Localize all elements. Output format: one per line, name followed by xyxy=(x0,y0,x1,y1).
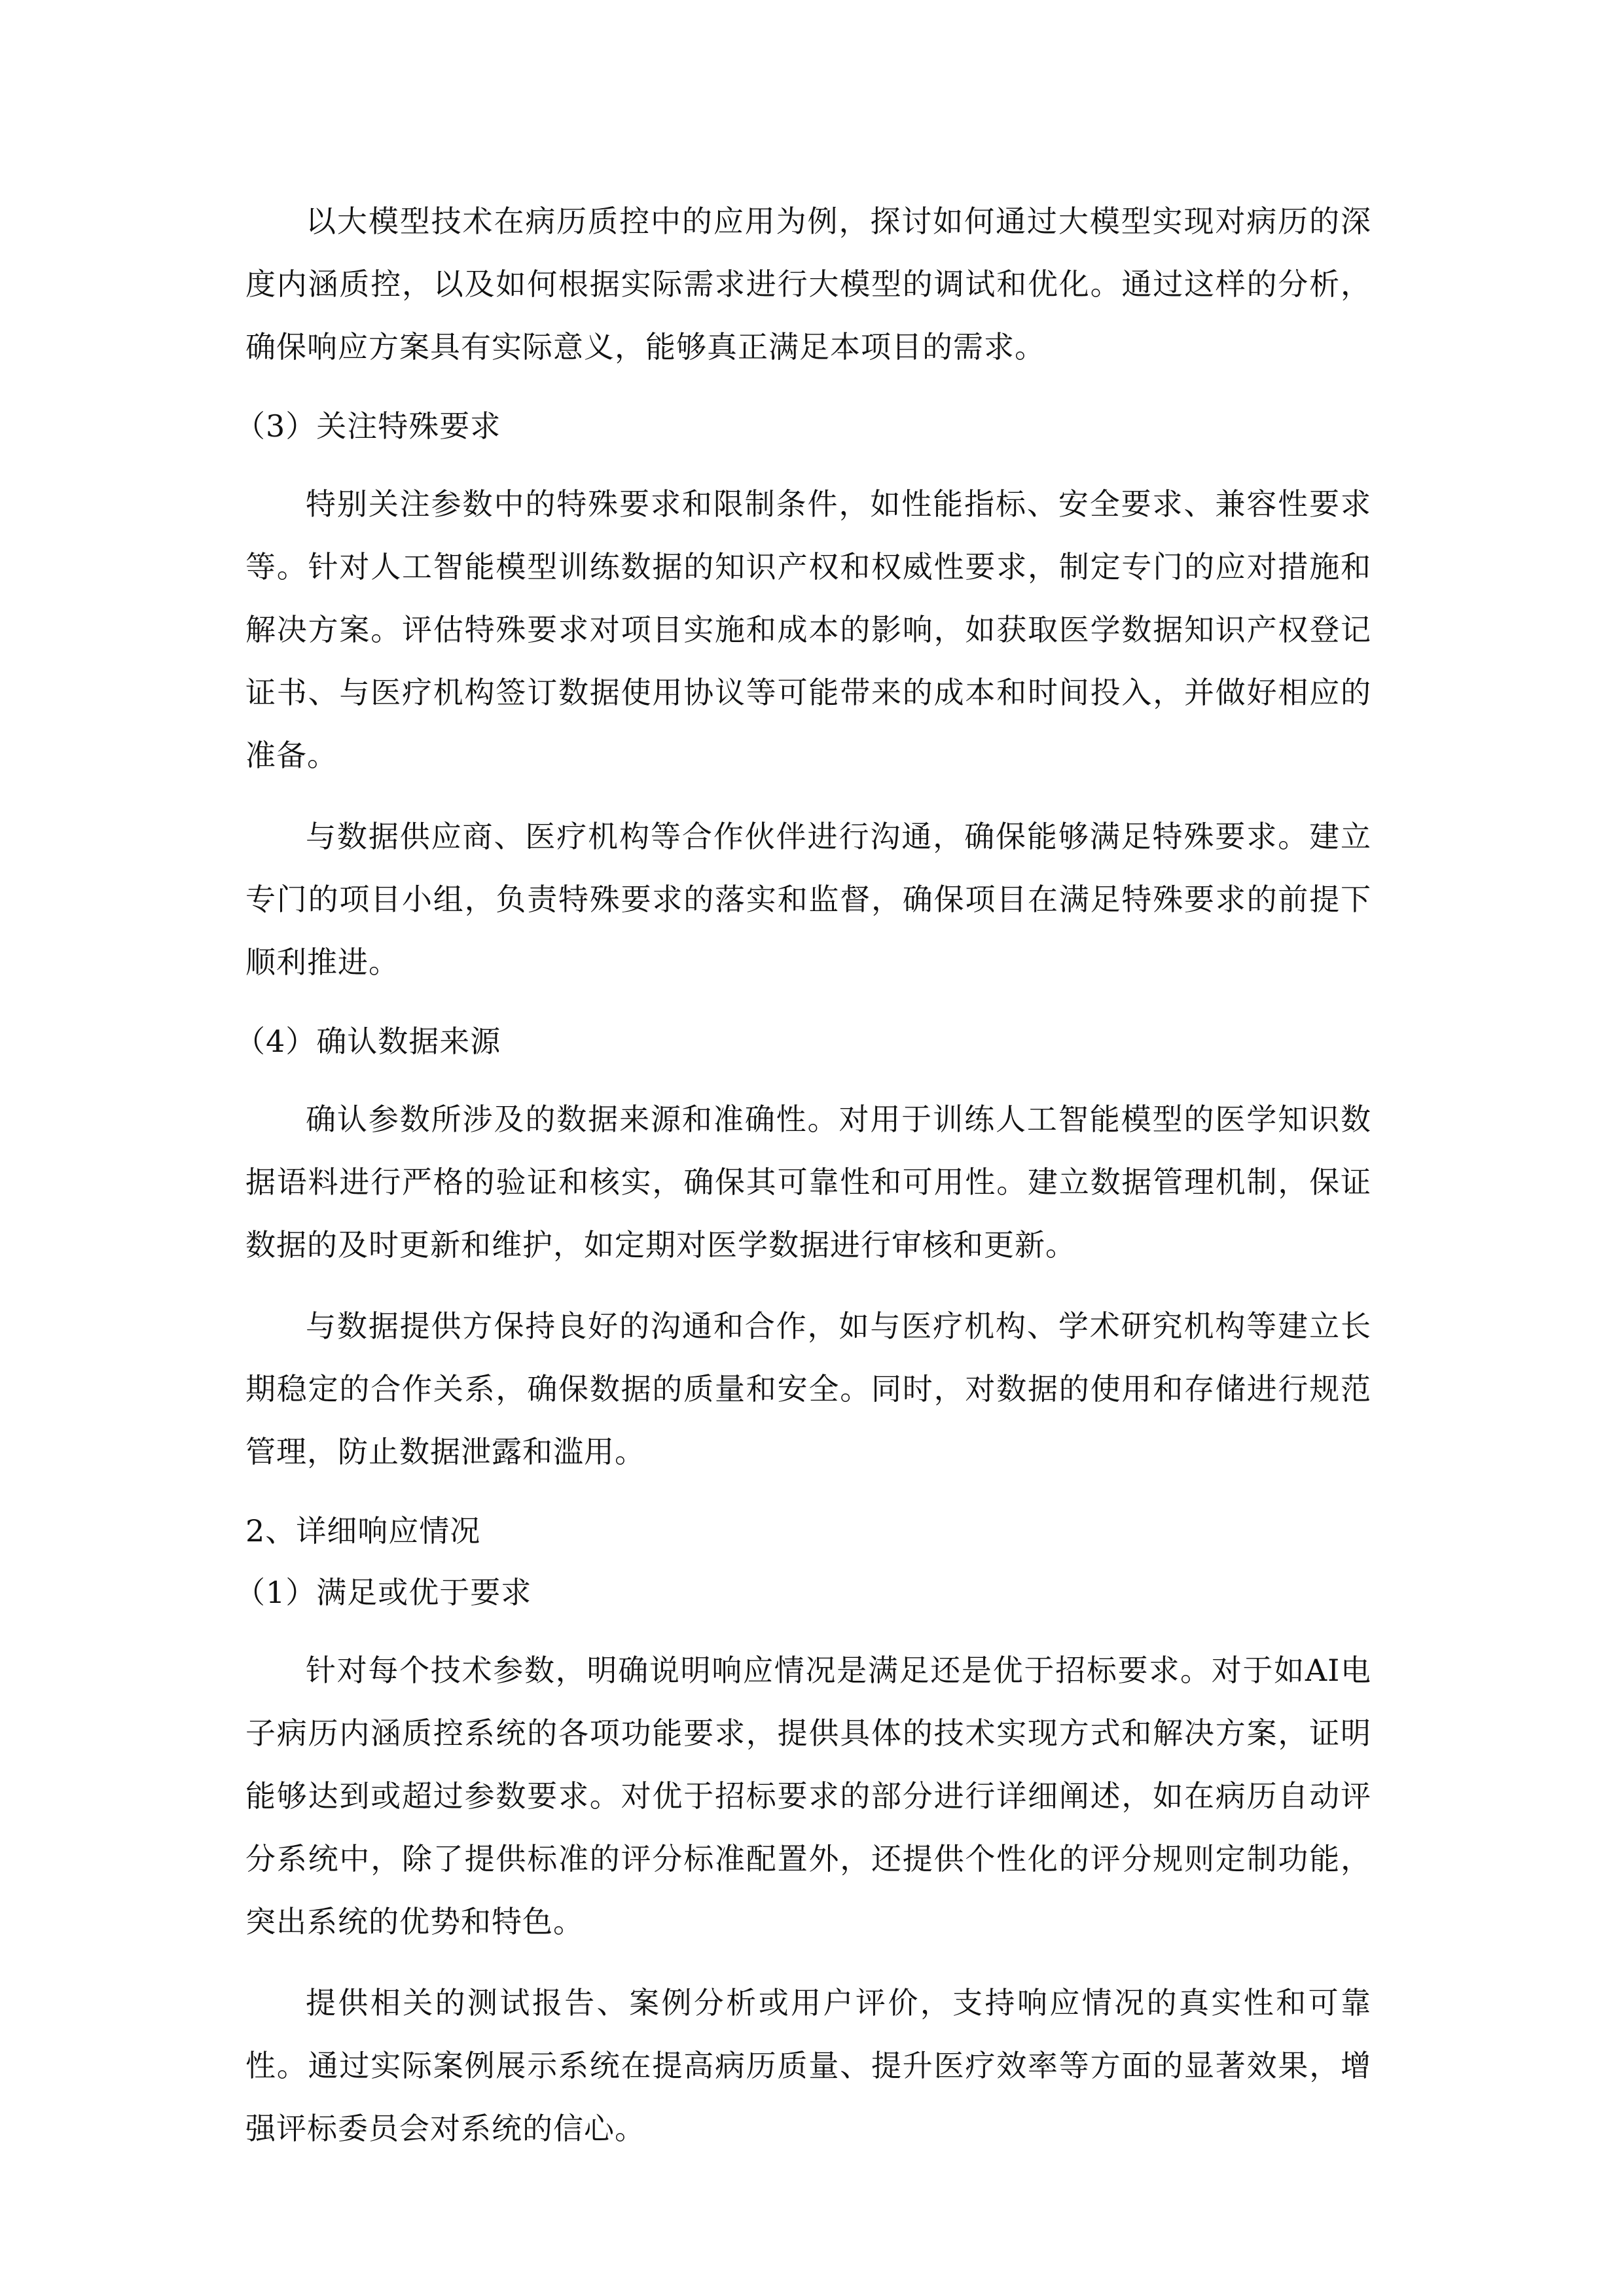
heading-detailed-response: 2、详细响应情况 xyxy=(245,1513,481,1549)
heading-special-requirements: （3）关注特殊要求 xyxy=(235,408,501,444)
heading-data-source: （4）确认数据来源 xyxy=(235,1024,501,1059)
paragraph-data-verification: 确认参数所涉及的数据来源和准确性。对用于训练人工智能模型的医学知识数据语料进行严格的验证和核实，确保其可靠性和可用性。建立数据管理机制，保证数据的及时更新和维护，如定期对医学数据进行审核和更新。 xyxy=(245,1102,1371,1263)
paragraph-data-provider: 与数据提供方保持良好的沟通和合作，如与医疗机构、学术研究机构等建立长期稳定的合作关系，确保数据的质量和安全。同时，对数据的使用和存储进行规范管理，防止数据泄露和滥用。 xyxy=(245,1308,1371,1469)
heading-meet-or-exceed: （1）满足或优于要求 xyxy=(235,1575,532,1610)
paragraph-partner-communication: 与数据供应商、医疗机构等合作伙伴进行沟通，确保能够满足特殊要求。建立专门的项目小组，负责特殊要求的落实和监督，确保项目在满足特殊要求的前提下顺利推进。 xyxy=(245,819,1371,980)
paragraph-technical-parameters: 针对每个技术参数，明确说明响应情况是满足还是优于招标要求。对于如AI电子病历内涵质控系统的各项功能要求，提供具体的技术实现方式和解决方案，证明能够达到或超过参数要求。对优于招标要求的部分进行详细阐述，如在病历自动评分系统中，除了提供标准的评分标准配置外，还提供个性化的评分规则定制功能，突出系统的优势和特色。 xyxy=(245,1653,1371,1939)
paragraph-test-reports: 提供相关的测试报告、案例分析或用户评价，支持响应情况的真实性和可靠性。通过实际案例展示系统在提高病历质量、提升医疗效率等方面的显著效果，增强评标委员会对系统的信心。 xyxy=(245,1985,1371,2146)
paragraph-special-requirements: 特别关注参数中的特殊要求和限制条件，如性能指标、安全要求、兼容性要求等。针对人工智能模型训练数据的知识产权和权威性要求，制定专门的应对措施和解决方案。评估特殊要求对项目实施和成本的影响，如获取医学数据知识产权登记证书、与医疗机构签订数据使用协议等可能带来的成本和时间投入，并做好相应的准备。 xyxy=(245,486,1371,773)
document-body xyxy=(235,190,1371,2178)
paragraph-llm-example: 以大模型技术在病历质控中的应用为例，探讨如何通过大模型实现对病历的深度内涵质控，以及如何根据实际需求进行大模型的调试和优化。通过这样的分析，确保响应方案具有实际意义，能够真正满足本项目的需求。 xyxy=(245,204,1371,365)
